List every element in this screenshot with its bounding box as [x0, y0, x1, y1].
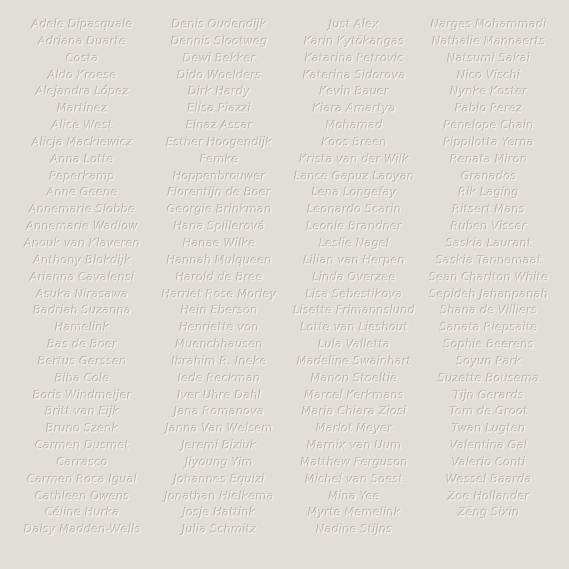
name-entry: Narges Mohammadi [431, 18, 547, 31]
name-entry: Tom de Groot [449, 405, 529, 419]
name-entry: Leonie Brandner [306, 220, 403, 234]
names-grid [13, 17, 556, 539]
name-entry: Zēng Sixin [458, 506, 520, 520]
name-entry: Pablo Perez [455, 102, 523, 116]
name-entry: Anouk van Klaveren [24, 236, 141, 250]
name-entry: Martinez [57, 102, 108, 116]
name-entry: Nadine Stijns [316, 523, 393, 537]
name-entry: Henriette von [179, 321, 260, 335]
name-entry: Britt van Eijk [45, 405, 120, 419]
name-entry: Twan Lugten [452, 422, 526, 436]
name-entry: Natsumi Sakai [447, 51, 531, 65]
name-entry: Bruno Szenk [46, 422, 119, 436]
name-entry: Cathleen Owens [35, 489, 130, 503]
name-entry: Leslie Nagel [319, 236, 390, 250]
name-entry: Krista van der Wilk [299, 152, 410, 166]
name-column-1 [13, 17, 152, 539]
name-entry: Sophie Beerens [443, 338, 535, 352]
name-entry: Alejandra López [36, 85, 129, 99]
name-entry: Costa [66, 51, 99, 65]
name-entry: Rik Laging [458, 186, 520, 200]
name-entry: Jiyoung Yim [185, 455, 254, 469]
name-entry: Kiara Amartya [313, 102, 396, 116]
name-entry: Renata Miron [450, 152, 528, 166]
name-entry: Karin Kytökangas [304, 34, 405, 48]
name-entry: Kevin Bauer [319, 85, 390, 99]
name-entry: Denis Oudendijk [172, 18, 267, 31]
name-entry: Shana de Villiers [440, 304, 538, 318]
name-entry: Maria Chiara Ziosi [302, 405, 407, 419]
name-entry: Koos Breen [321, 135, 388, 149]
name-entry: Anne Geene [47, 186, 118, 200]
name-entry: Lilian van Herpen [303, 253, 406, 267]
name-entry: Sean Charlton White [429, 270, 549, 284]
name-entry: Nico Vischi [457, 68, 521, 82]
name-entry: Johannes Equizi [174, 472, 265, 486]
name-entry: Madeline Swainhart [297, 354, 412, 368]
name-entry: Femke [200, 152, 239, 166]
name-entry: Penelope Chain [443, 119, 534, 133]
name-entry: Pippilotta Yerna [443, 135, 535, 149]
name-entry: Arianna Cavalensi [30, 270, 135, 284]
name-entry: Sepideh Jahanpanah [429, 287, 549, 301]
name-entry: Mina Yee [328, 489, 381, 503]
name-entry: Hannah Mulqueen [166, 253, 273, 267]
name-entry: Daisy Madden-Wells [24, 523, 141, 537]
name-entry: Carmen Roca Igual [27, 472, 138, 486]
name-entry: Hanae Wilke [183, 236, 256, 250]
name-entry: Jonathan Hielkema [164, 489, 275, 503]
name-entry: Leonardo Scarin [307, 203, 402, 217]
name-entry: Just Alex [329, 18, 380, 31]
name-entry: Nathalie Mannaerts [432, 34, 546, 48]
name-entry: Zoe Hollander [448, 489, 530, 503]
name-entry: Céline Hurka [45, 506, 120, 520]
name-column-3 [287, 17, 422, 539]
name-entry: Bas de Boer [47, 338, 118, 352]
name-entry: Harriet Rose Morley [162, 287, 277, 301]
name-entry: Julia Schmitz [182, 523, 257, 537]
name-entry: Michel van Soest [305, 472, 404, 486]
name-entry: Saskia Laurant [446, 236, 532, 250]
name-entry: Nynke Koster [450, 85, 528, 99]
name-entry: Marcel Kerkmans [304, 388, 405, 402]
name-entry: Lisa Sebestikova [306, 287, 403, 301]
name-entry: Sanata Riepsaite [440, 321, 538, 335]
name-entry: Dirk Hardy [188, 85, 251, 99]
name-entry: Lotte van Lieshout [300, 321, 409, 335]
name-entry: Aldo Kroese [48, 68, 117, 82]
name-entry: Elnaz Assar [186, 119, 253, 133]
name-entry: Boris Windmeijer [33, 388, 132, 402]
name-entry: Anthony Blokdijk [33, 253, 132, 267]
name-entry: Suzette Bousema [438, 371, 540, 385]
name-entry: Adele Dipasquale [31, 18, 134, 31]
name-entry: Esther Hoogendijk [166, 135, 273, 149]
name-entry: Peperkamp [49, 169, 116, 183]
name-entry: Valentina Gal [450, 439, 528, 453]
name-entry: Florentijn de Boer [167, 186, 272, 200]
name-entry: Carmen Dusmet [35, 439, 130, 453]
name-entry: Annemarie Wadlow [26, 220, 139, 234]
name-entry: Lisette Frimannslund [293, 304, 416, 318]
name-entry: Harold de Bree [176, 270, 263, 284]
name-entry: Soyun Park [456, 354, 522, 368]
name-entry: Jeremi Biziuk [181, 439, 258, 453]
name-entry: Anna Lotte [50, 152, 115, 166]
name-entry: Katerina Sidorova [303, 68, 406, 82]
name-entry: Hoppenbrouwer [173, 169, 266, 183]
name-entry: Tijn Gerards [453, 388, 525, 402]
name-entry: Katarina Petrovic [304, 51, 405, 65]
name-entry: Ruben Visser [451, 220, 527, 234]
name-entry: Alice West [52, 119, 113, 133]
name-entry: Valerio Conti [452, 455, 526, 469]
name-entry: Iede Reckman [178, 371, 261, 385]
name-entry: Adriana Duarte [38, 34, 127, 48]
name-entry: Marlot Meyer [316, 422, 393, 436]
name-entry: Iver Uhre Dahl [177, 388, 262, 402]
name-column-4 [422, 17, 556, 539]
name-entry: Alicja Mackiewicz [32, 135, 133, 149]
name-column-2 [152, 17, 287, 539]
name-entry: Jana Romanova [174, 405, 265, 419]
name-entry: Muenchhausen [175, 338, 264, 352]
name-entry: Lena Longefay [312, 186, 397, 200]
name-entry: Lula Valletta [318, 338, 391, 352]
name-entry: Marnix van Uum [307, 439, 402, 453]
name-entry: Dennis Slootweg [171, 34, 268, 48]
name-entry: Granados [461, 169, 517, 183]
name-entry: Bertus Gerssen [38, 354, 127, 368]
name-entry: Lance Gapuz Laoyan [294, 169, 415, 183]
name-entry: Carrasco [56, 455, 109, 469]
name-entry: Linda Overzee [312, 270, 397, 284]
name-entry: Dido Woelders [177, 68, 262, 82]
name-entry: Myrte Memelink [308, 506, 401, 520]
name-entry: Saskia Tannemaat [436, 253, 542, 267]
name-entry: Ibrahim R. Ineke [171, 354, 268, 368]
name-entry: Hamelink [55, 321, 110, 335]
name-entry: Georgie Brinkman [167, 203, 272, 217]
name-entry: Wessel Baarda [446, 472, 532, 486]
name-entry: Hein Eberson [181, 304, 258, 318]
name-entry: Elisa Piazzi [187, 102, 252, 116]
name-entry: Matthew Ferguson [300, 455, 409, 469]
name-entry: Mohamad [326, 119, 383, 133]
name-entry: Biba Cole [55, 371, 110, 385]
name-entry: Manon Stoeltie [311, 371, 398, 385]
name-entry: Hana Spillerová [173, 220, 266, 234]
name-entry: Josje Hattink [183, 506, 256, 520]
name-entry: Badriah Suzanna [33, 304, 132, 318]
name-entry: Dewi Bekker [183, 51, 256, 65]
name-entry: Ritsert Mans [452, 203, 526, 217]
name-entry: Janna Van Welsem [165, 422, 274, 436]
name-entry: Asuka Nirasawa [36, 287, 129, 301]
name-entry: Annemarie Slobbe [29, 203, 136, 217]
